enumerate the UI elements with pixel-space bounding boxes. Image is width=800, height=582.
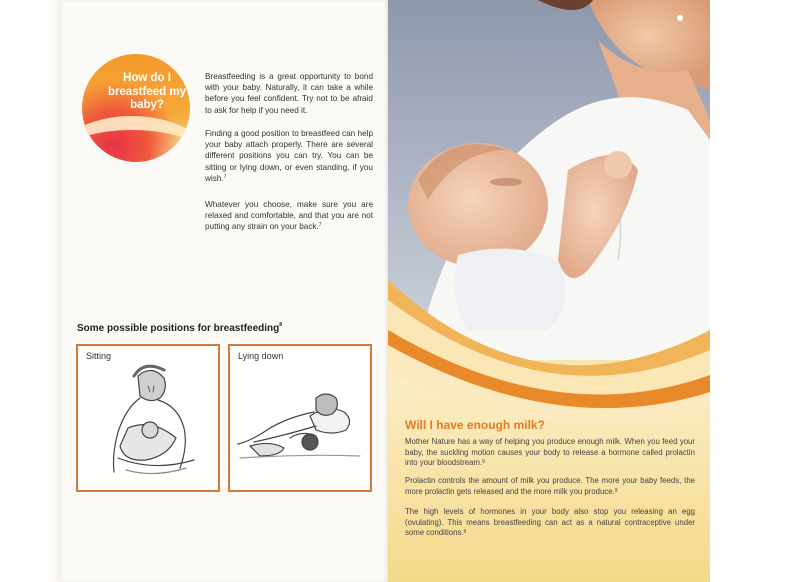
milk-paragraph-1: Mother Nature has a way of helping you produce enough milk. When you feed your baby, the suckling motion causes your body to release a hormone called prolactin into your bloodstream.$^9$ xyxy=(405,437,695,468)
circle-swoosh-decoration xyxy=(82,116,190,162)
intro-paragraph-2: Finding a good position to breastfeed can help your baby attach properly. There are several different positions you can try. You can be sitting or lying down, or even standing, if you wish.$^7$ xyxy=(205,129,373,183)
milk-heading: Will I have enough milk? xyxy=(405,418,545,432)
milk-paragraph-3: The high levels of hormones in your body also stop you releasing an egg (ovulating). This means breastfeeding can act as a natural contraceptive under some conditions.$^9$ xyxy=(405,507,695,538)
position-label-lying-down: Lying down xyxy=(238,351,284,361)
positions-heading: Some possible positions for breastfeeding$^8$ xyxy=(77,322,283,334)
position-label-sitting: Sitting xyxy=(86,351,112,361)
intro-paragraph-1: Breastfeeding is a great opportunity to bond with your baby. Naturally, it can take a while before you feel confident. Try not to be afraid to ask for help if you need it. xyxy=(205,72,373,115)
heading-circle-badge xyxy=(82,54,190,162)
position-box-sitting xyxy=(76,344,220,492)
page-margin xyxy=(710,0,800,582)
milk-paragraph-2: Prolactin controls the amount of milk you produce. The more your baby feeds, the more prolactin gets released and the more milk you produce.$^9$ xyxy=(405,476,695,496)
circle-heading: How do I breastfeed my baby? xyxy=(108,72,186,111)
position-box-lying-down xyxy=(228,344,372,492)
intro-paragraph-3: Whatever you choose, make sure you are relaxed and comfortable, and that you are not putting any strain on your back.$^7$ xyxy=(205,200,373,232)
lying-down-illustration xyxy=(230,346,370,490)
sitting-illustration xyxy=(78,346,218,490)
